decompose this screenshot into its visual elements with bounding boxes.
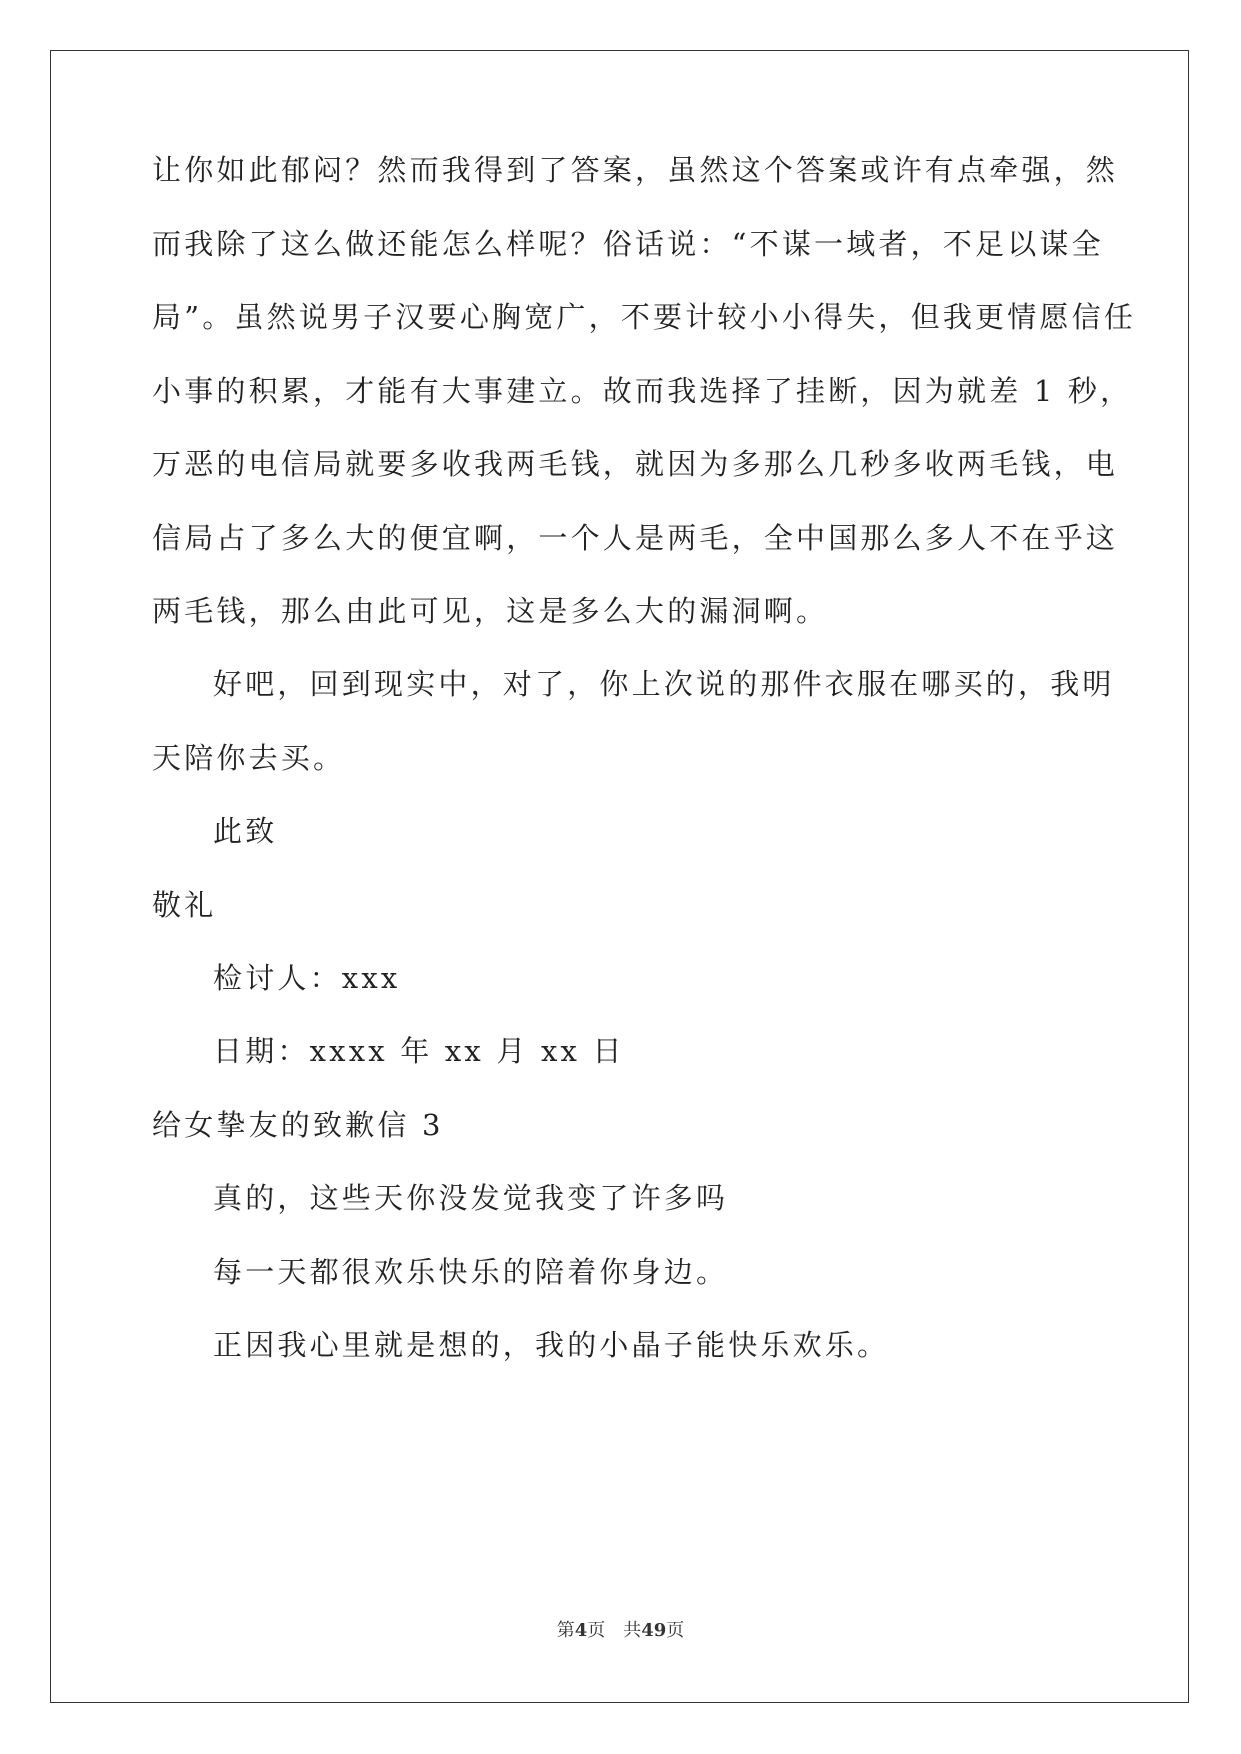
- body-line-5: 万恶的电信局就要多收我两毛钱，就因为多那么几秒多收两毛钱，电: [152, 447, 1119, 481]
- body-line-9: 天陪你去买。: [152, 741, 346, 775]
- page-suffix: 页: [587, 1620, 606, 1641]
- body-line-8: 好吧，回到现实中，对了，你上次说的那件衣服在哪买的，我明: [213, 667, 1115, 701]
- signer-line: 检讨人：xxx: [213, 961, 401, 995]
- closing-salutation: 此致: [213, 814, 278, 848]
- body-line-16: 每一天都很欢乐快乐的陪着你身边。: [213, 1255, 729, 1289]
- page-footer: [0, 1619, 1241, 1643]
- total-prefix: 共: [623, 1620, 642, 1641]
- body-line-2: 而我除了这么做还能怎么样呢？俗话说：“不谋一域者，不足以谋全: [152, 227, 1104, 261]
- body-line-17: 正因我心里就是想的，我的小晶子能快乐欢乐。: [213, 1328, 890, 1362]
- body-line-7: 两毛钱，那么由此可见，这是多么大的漏洞啊。: [152, 594, 829, 628]
- body-line-3: 局”。虽然说男子汉要心胸宽广，不要计较小小得失，但我更情愿信任: [152, 300, 1137, 334]
- body-line-1: 让你如此郁闷？然而我得到了答案，虽然这个答案或许有点牵强，然: [152, 153, 1119, 187]
- date-line: 日期：xxxx 年 xx 月 xx 日: [213, 1034, 625, 1068]
- total-pages: 49: [641, 1620, 667, 1641]
- body-line-6: 信局占了多么大的便宜啊，一个人是两毛，全中国那么多人不在乎这: [152, 521, 1119, 555]
- body-line-15: 真的，这些天你没发觉我变了许多吗: [213, 1181, 729, 1215]
- page-prefix: 第: [556, 1620, 575, 1641]
- page-number: 4: [574, 1620, 588, 1641]
- closing-respect: 敬礼: [152, 888, 217, 922]
- section-title: 给女挚友的致歉信 3: [152, 1108, 444, 1142]
- total-suffix: 页: [666, 1620, 685, 1641]
- body-line-4: 小事的积累，才能有大事建立。故而我选择了挂断，因为就差 1 秒，: [152, 374, 1133, 408]
